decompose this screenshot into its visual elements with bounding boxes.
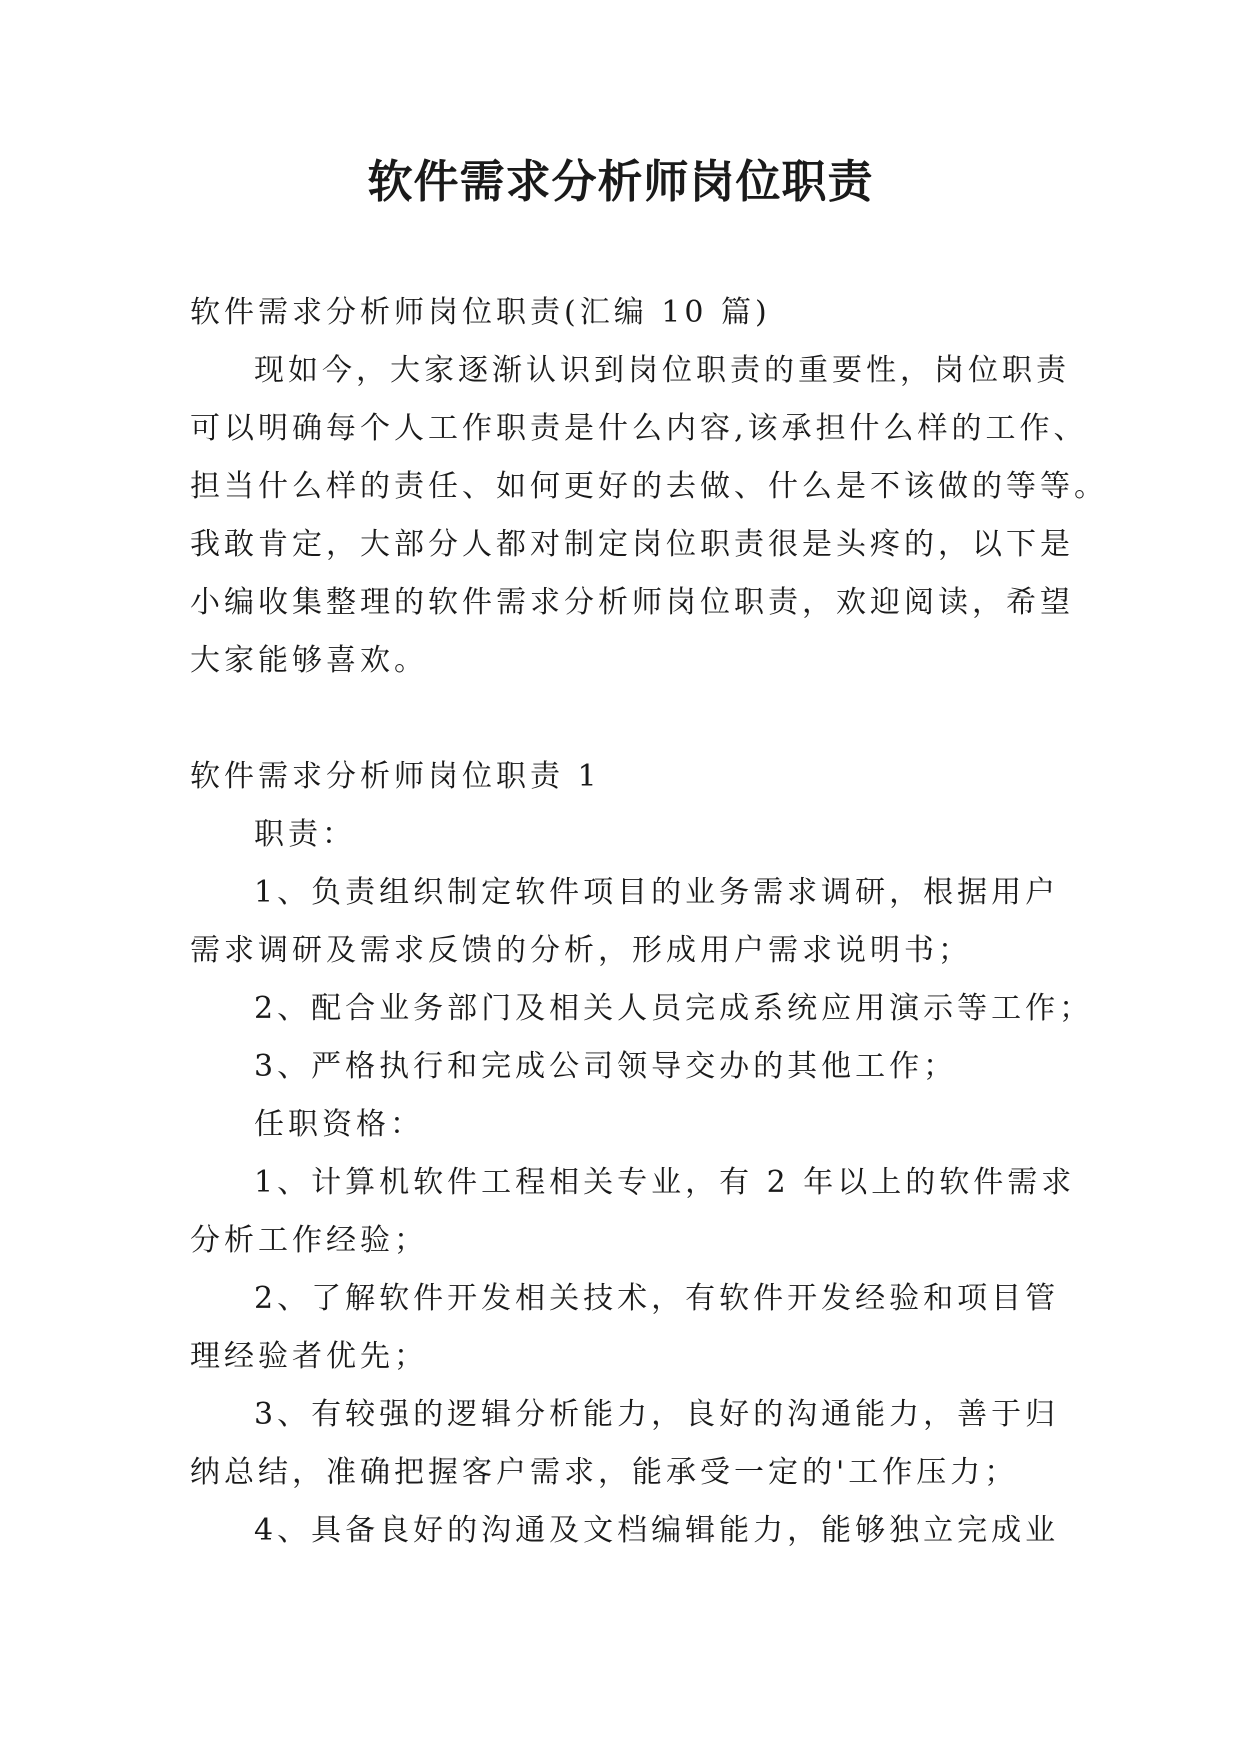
qualification-item-4 bbox=[190, 1502, 1060, 1560]
qualification-item-3 bbox=[190, 1386, 1060, 1502]
duty-item-3: 3、严格执行和完成公司领导交办的其他工作； bbox=[254, 1049, 958, 1084]
section-heading: 软件需求分析师岗位职责 1 bbox=[190, 759, 601, 794]
document-subtitle: 软件需求分析师岗位职责(汇编 10 篇) bbox=[190, 295, 771, 330]
qualification-item-2 bbox=[190, 1270, 1060, 1386]
document-title: 软件需求分析师岗位职责 bbox=[367, 155, 874, 208]
intro-line: 现如今，大家逐渐认识到岗位职责的重要性，岗位职责 bbox=[254, 353, 1070, 388]
qualification-line: 理经验者优先； bbox=[190, 1339, 428, 1374]
duty-line: 1、负责组织制定软件项目的业务需求调研，根据用户 bbox=[254, 875, 1060, 910]
qualification-line: 3、有较强的逻辑分析能力，良好的沟通能力，善于归 bbox=[254, 1397, 1060, 1432]
intro-line: 可以明确每个人工作职责是什么内容,该承担什么样的工作、 bbox=[190, 411, 1088, 446]
intro-line: 担当什么样的责任、如何更好的去做、什么是不该做的等等。 bbox=[190, 469, 1108, 504]
duty-item-2: 2、配合业务部门及相关人员完成系统应用演示等工作； bbox=[254, 991, 1094, 1026]
qualification-line: 1、计算机软件工程相关专业，有 2 年以上的软件需求 bbox=[254, 1165, 1076, 1200]
qualification-line: 2、了解软件开发相关技术，有软件开发经验和项目管 bbox=[254, 1281, 1060, 1316]
document-body bbox=[190, 284, 1108, 1560]
duties-label: 职责： bbox=[254, 817, 356, 852]
qualifications-label: 任职资格： bbox=[254, 1107, 424, 1142]
duty-line: 需求调研及需求反馈的分析，形成用户需求说明书； bbox=[190, 933, 972, 968]
intro-line: 我敢肯定，大部分人都对制定岗位职责很是头疼的，以下是 bbox=[190, 527, 1074, 562]
qualification-item-1 bbox=[190, 1154, 1076, 1270]
duty-item-1 bbox=[190, 864, 1060, 980]
qualification-line: 分析工作经验； bbox=[190, 1223, 428, 1258]
intro-line: 大家能够喜欢。 bbox=[190, 643, 428, 678]
qualification-line: 4、具备良好的沟通及文档编辑能力，能够独立完成业 bbox=[254, 1513, 1060, 1548]
qualification-line: 纳总结，准确把握客户需求，能承受一定的'工作压力； bbox=[190, 1455, 1019, 1490]
intro-paragraph bbox=[190, 342, 1108, 690]
paragraph-gap bbox=[190, 690, 1060, 748]
intro-line: 小编收集整理的软件需求分析师岗位职责，欢迎阅读，希望 bbox=[190, 585, 1074, 620]
